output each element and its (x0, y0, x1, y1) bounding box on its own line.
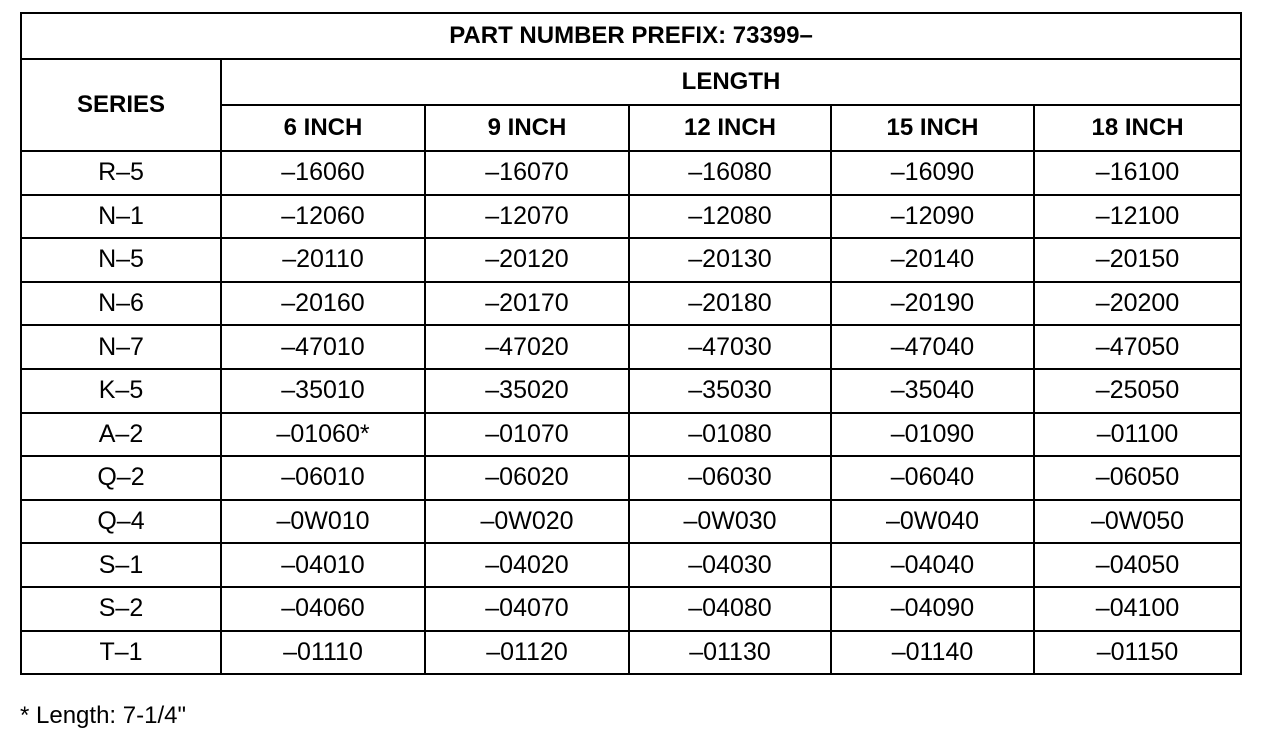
part-number-cell: –01110 (221, 631, 425, 675)
table-row (21, 500, 1241, 544)
part-number-cell: –12090 (831, 195, 1034, 239)
part-number-cell: –47040 (831, 325, 1034, 369)
part-number-cell: –16080 (629, 151, 831, 195)
series-cell: A–2 (21, 413, 221, 457)
part-number-cell: –06050 (1034, 456, 1241, 500)
column-header: 9 INCH (425, 105, 629, 151)
part-number-cell: –0W030 (629, 500, 831, 544)
part-number-cell: –0W040 (831, 500, 1034, 544)
part-number-cell: –0W020 (425, 500, 629, 544)
part-number-cell: –16060 (221, 151, 425, 195)
part-number-cell: –04050 (1034, 543, 1241, 587)
part-number-cell: –04090 (831, 587, 1034, 631)
footnote: * Length: 7-1/4" (20, 702, 186, 729)
table-row (21, 543, 1241, 587)
series-cell: S–2 (21, 587, 221, 631)
part-number-cell: –04040 (831, 543, 1034, 587)
part-number-cell: –0W010 (221, 500, 425, 544)
part-number-cell: –04060 (221, 587, 425, 631)
part-number-cell: –12070 (425, 195, 629, 239)
column-header: 6 INCH (221, 105, 425, 151)
table-row (21, 238, 1241, 282)
series-cell: K–5 (21, 369, 221, 413)
part-number-cell: –20170 (425, 282, 629, 326)
table-row (21, 587, 1241, 631)
column-header: 15 INCH (831, 105, 1034, 151)
series-cell: N–7 (21, 325, 221, 369)
part-number-cell: –47020 (425, 325, 629, 369)
part-number-cell: –04030 (629, 543, 831, 587)
series-header: SERIES (21, 59, 221, 151)
table-row (21, 151, 1241, 195)
part-number-cell: –20120 (425, 238, 629, 282)
part-number-cell: –35040 (831, 369, 1034, 413)
part-number-cell: –20160 (221, 282, 425, 326)
column-header: 18 INCH (1034, 105, 1241, 151)
part-number-cell: –01140 (831, 631, 1034, 675)
part-number-cell: –20190 (831, 282, 1034, 326)
part-number-cell: –06010 (221, 456, 425, 500)
series-cell: N–1 (21, 195, 221, 239)
part-number-cell: –01060* (221, 413, 425, 457)
part-number-cell: –04010 (221, 543, 425, 587)
series-cell: S–1 (21, 543, 221, 587)
part-number-cell: –01120 (425, 631, 629, 675)
part-number-cell: –01070 (425, 413, 629, 457)
part-number-cell: –35010 (221, 369, 425, 413)
table-row (21, 282, 1241, 326)
table-row (21, 369, 1241, 413)
part-number-cell: –01080 (629, 413, 831, 457)
table-body (21, 151, 1241, 674)
part-number-cell: –12080 (629, 195, 831, 239)
part-number-cell: –35030 (629, 369, 831, 413)
part-number-cell: –20180 (629, 282, 831, 326)
table-row (21, 325, 1241, 369)
part-number-cell: –25050 (1034, 369, 1241, 413)
part-number-cell: –12060 (221, 195, 425, 239)
part-number-cell: –01090 (831, 413, 1034, 457)
part-number-table (20, 12, 1242, 675)
part-number-cell: –47050 (1034, 325, 1241, 369)
part-number-cell: –04020 (425, 543, 629, 587)
part-number-cell: –20200 (1034, 282, 1241, 326)
part-number-cell: –01150 (1034, 631, 1241, 675)
part-number-cell: –20150 (1034, 238, 1241, 282)
part-number-table-container (20, 12, 1240, 675)
column-header: 12 INCH (629, 105, 831, 151)
part-number-cell: –01130 (629, 631, 831, 675)
part-number-cell: –16090 (831, 151, 1034, 195)
part-number-cell: –04080 (629, 587, 831, 631)
length-header: LENGTH (221, 59, 1241, 105)
part-number-cell: –04100 (1034, 587, 1241, 631)
series-cell: Q–2 (21, 456, 221, 500)
table-title: PART NUMBER PREFIX: 73399– (21, 13, 1241, 59)
series-cell: T–1 (21, 631, 221, 675)
part-number-cell: –47010 (221, 325, 425, 369)
part-number-cell: –0W050 (1034, 500, 1241, 544)
series-cell: R–5 (21, 151, 221, 195)
series-cell: N–6 (21, 282, 221, 326)
part-number-cell: –01100 (1034, 413, 1241, 457)
part-number-cell: –06040 (831, 456, 1034, 500)
part-number-cell: –20130 (629, 238, 831, 282)
part-number-cell: –47030 (629, 325, 831, 369)
part-number-cell: –20110 (221, 238, 425, 282)
part-number-cell: –12100 (1034, 195, 1241, 239)
series-cell: N–5 (21, 238, 221, 282)
part-number-cell: –04070 (425, 587, 629, 631)
table-row (21, 195, 1241, 239)
part-number-cell: –06030 (629, 456, 831, 500)
part-number-cell: –20140 (831, 238, 1034, 282)
table-row (21, 413, 1241, 457)
table-row (21, 456, 1241, 500)
part-number-cell: –06020 (425, 456, 629, 500)
part-number-cell: –35020 (425, 369, 629, 413)
part-number-cell: –16100 (1034, 151, 1241, 195)
series-cell: Q–4 (21, 500, 221, 544)
table-row (21, 631, 1241, 675)
part-number-cell: –16070 (425, 151, 629, 195)
